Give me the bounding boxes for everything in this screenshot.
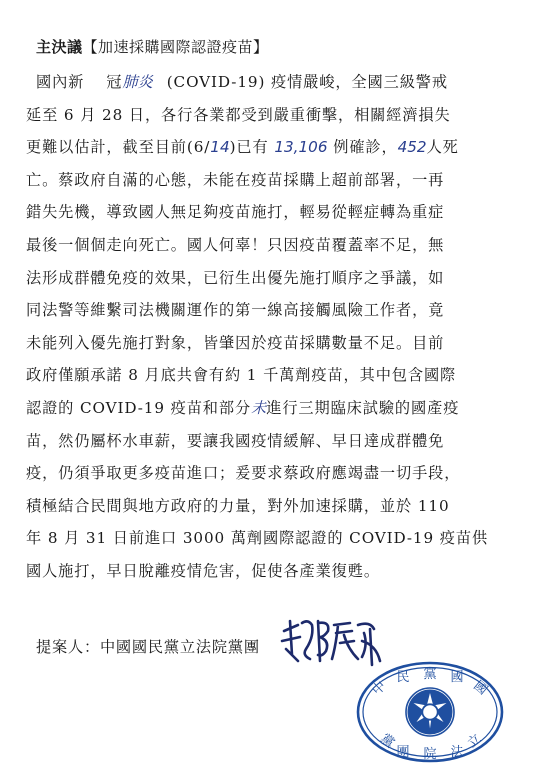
resolution-title-label: 主決議: [36, 38, 83, 56]
proposer-line: 提案人：中國國民黨立法院黨團: [36, 638, 260, 656]
seal-char: 團: [396, 745, 410, 760]
body-line: 疫，仍須爭取更多疫苗進口；爰要求蔡政府應竭盡一切手段，: [26, 464, 461, 483]
seal-char: 民: [396, 670, 410, 685]
body-line: 未能列入優先施打對象，皆肇因於疫苗採購數量不足。目前: [26, 333, 445, 352]
resolution-title-text: 【加速採購國際認證疫苗】: [82, 38, 269, 56]
party-caucus-seal: [355, 660, 505, 765]
body-line: 錯失先機，導致國人無足夠疫苗施打，輕易從輕症轉為重症: [26, 203, 445, 222]
handwritten-date: 14: [210, 138, 230, 157]
seal-char: 國: [470, 678, 491, 699]
seal-char: 法: [450, 745, 464, 760]
body-line: 年 8 月 31 日前進口 3000 萬劑國際認證的 COVID-19 疫苗供: [26, 529, 489, 548]
seal-char: 立: [464, 731, 485, 752]
resolution-body: [26, 66, 526, 588]
seal-char: 國: [450, 670, 464, 685]
line-text: 國內新: [36, 73, 85, 91]
body-line: 苗，然仍屬杯水車薪，要讓我國疫情緩解、早日達成群體免: [26, 431, 445, 450]
seal-char: 黨: [423, 667, 437, 682]
body-line: 更難以估計，截至目前(6/14)已有 13,106 例確診，452人死: [26, 138, 459, 157]
body-line: 最後一個個走向死亡。國人何辜！只因疫苗覆蓋率不足，無: [26, 235, 445, 254]
body-line: 同法警等維繫司法機關運作的第一線高接觸風險工作者，竟: [26, 301, 445, 320]
resolution-title: [36, 36, 269, 57]
body-line: 政府僅願承諾 8 月底共會有約 1 千萬劑疫苗，其中包含國際: [26, 366, 457, 385]
body-line: 國人施打，早日脫離疫情危害，促使各產業復甦。: [26, 561, 380, 580]
body-line: 亡。蔡政府自滿的心態，未能在疫苗採購上超前部署，一再: [26, 170, 445, 189]
seal-char: 黨: [377, 731, 398, 752]
handwritten-correction: 肺炎: [122, 73, 153, 91]
body-line: 積極結合民間與地方政府的力量，對外加速採購，並於 110: [26, 496, 450, 515]
line-text: (COVID-19) 疫情嚴峻，全國三級警戒: [166, 73, 448, 91]
line-text: 冠: [106, 73, 123, 91]
seal-char: 中: [369, 678, 390, 699]
handwritten-case-count: 13,106: [274, 138, 328, 157]
body-line: [26, 66, 526, 99]
body-line: 延至 6 月 28 日，各行各業都受到嚴重衝擊，相關經濟損失: [26, 105, 451, 124]
body-line: 法形成群體免疫的效果，已衍生出優先施打順序之爭議，如: [26, 268, 445, 287]
handwritten-death-count: 452: [397, 138, 427, 157]
body-line: 認證的 COVID-19 疫苗和部分未進行三期臨床試驗的國產疫: [26, 398, 460, 417]
seal-char: 院: [423, 747, 437, 762]
handwritten-insertion: 未: [251, 398, 267, 417]
